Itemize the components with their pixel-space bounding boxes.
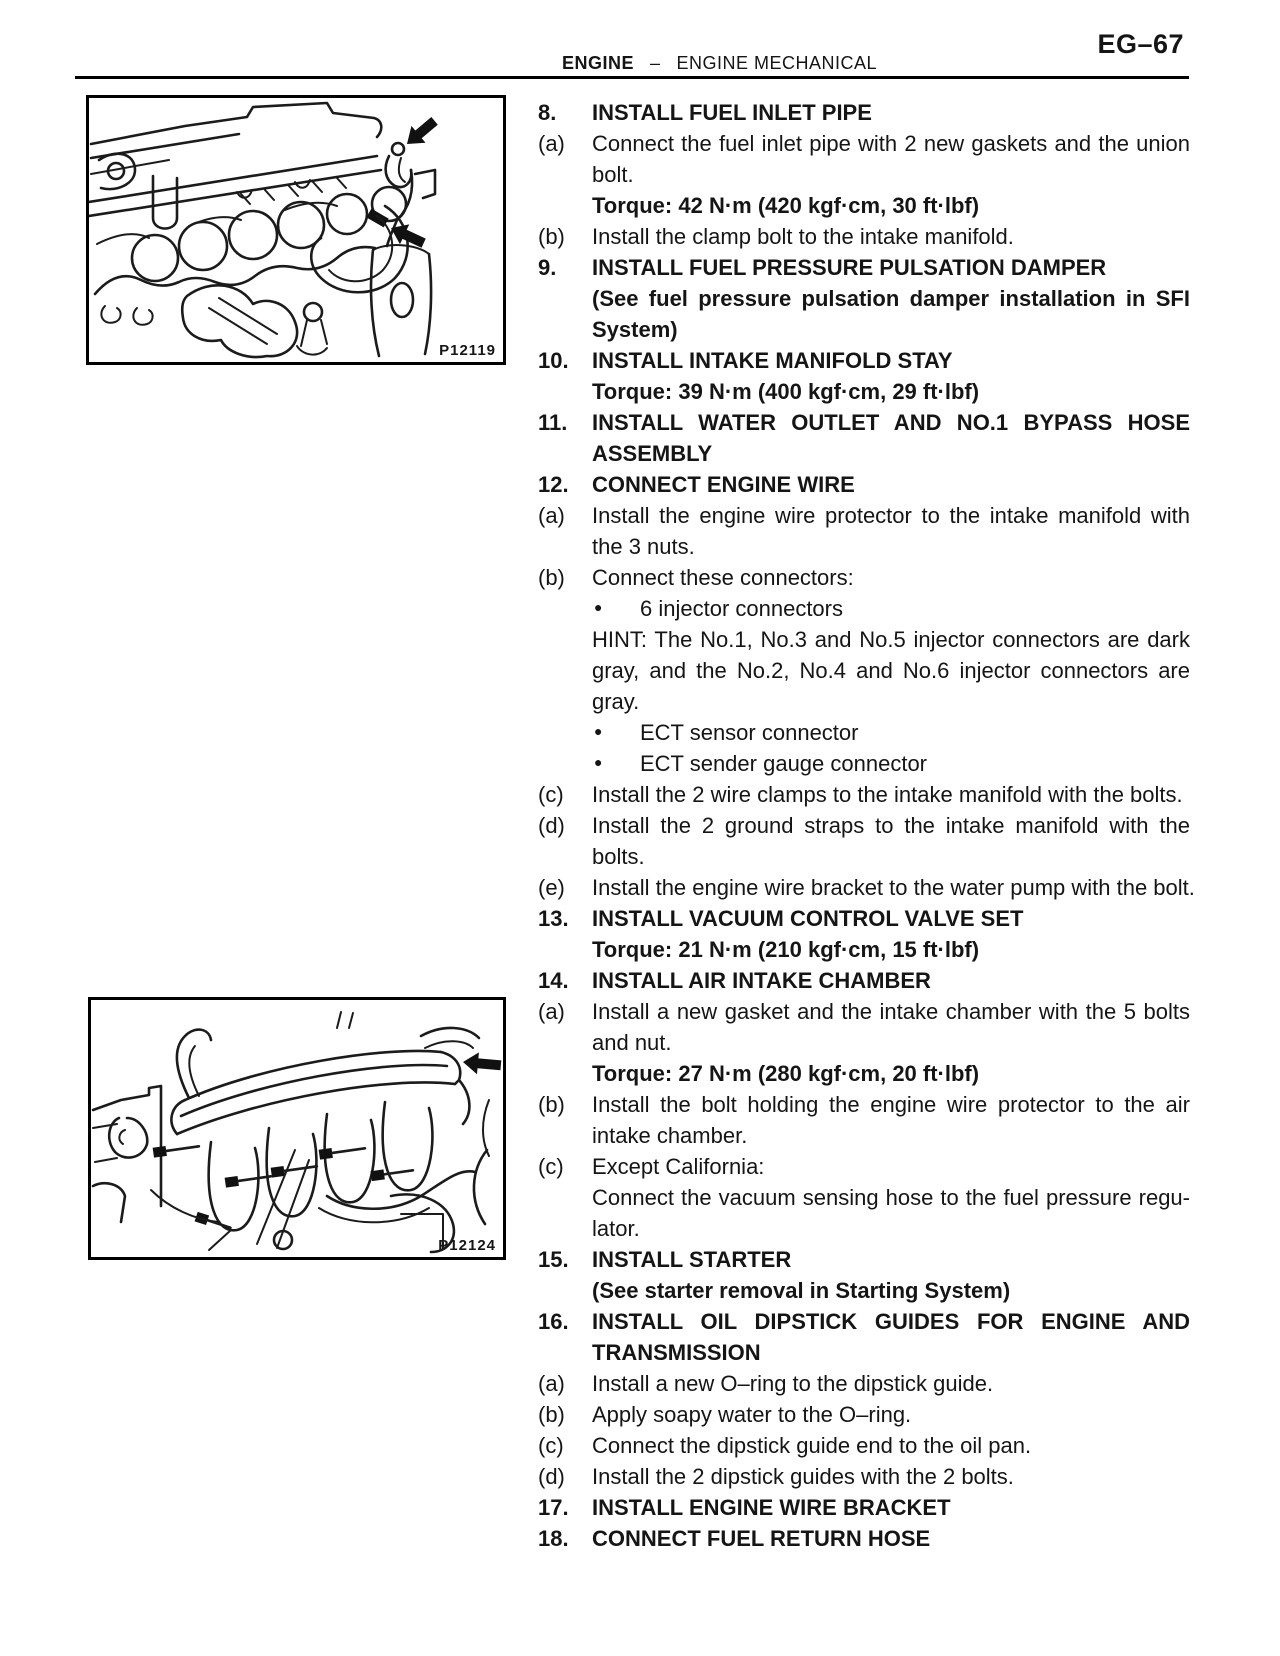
running-header <box>562 53 877 74</box>
step-number: 8. <box>538 100 557 125</box>
header-section: ENGINE <box>562 53 635 73</box>
instruction-line <box>538 438 1190 469</box>
instruction-line <box>538 1027 1190 1058</box>
step-text: Install the bolt holding the engine wire protector to the air <box>592 1092 1190 1117</box>
engine-line-art-air-intake-chamber <box>91 1000 503 1257</box>
instruction-line <box>538 872 1195 903</box>
instruction-line <box>538 1523 1190 1554</box>
step-number: (b) <box>538 565 565 590</box>
step-text: and nut. <box>592 1030 672 1055</box>
instruction-line <box>538 903 1190 934</box>
step-number: (d) <box>538 813 565 838</box>
instruction-line <box>538 1120 1190 1151</box>
instruction-line <box>538 1244 1190 1275</box>
step-number: (c) <box>538 1433 564 1458</box>
step-text: INSTALL VACUUM CONTROL VALVE SET <box>592 906 1024 931</box>
step-number: (b) <box>538 224 565 249</box>
instruction-line <box>538 314 1190 345</box>
figure-p12124 <box>88 997 506 1260</box>
step-number: (d) <box>538 1464 565 1489</box>
step-number: 18. <box>538 1526 569 1551</box>
instruction-line <box>538 810 1190 841</box>
step-text: Apply soapy water to the O–ring. <box>592 1402 912 1427</box>
step-number: (a) <box>538 999 565 1024</box>
engine-line-art-fuel-inlet-pipe <box>89 98 503 362</box>
step-text: INSTALL AIR INTAKE CHAMBER <box>592 968 931 993</box>
step-text: Torque: 27 N·m (280 kgf·cm, 20 ft·lbf) <box>592 1061 980 1086</box>
instruction-line <box>538 407 1190 438</box>
instruction-line <box>538 1337 1190 1368</box>
step-text: Install a new gasket and the intake chamber with the 5 bolts <box>592 999 1190 1024</box>
instruction-line <box>538 1306 1190 1337</box>
step-text: Install the engine wire bracket to the water pump with the bolt. <box>592 875 1195 900</box>
step-text: bolts. <box>592 844 645 869</box>
step-text: Connect these connectors: <box>592 565 854 590</box>
bullet-icon: ● <box>594 599 603 615</box>
instruction-line <box>538 1399 1190 1430</box>
step-text: gray, and the No.2, No.4 and No.6 injector connectors are <box>592 658 1190 683</box>
step-text: INSTALL FUEL INLET PIPE <box>592 100 872 125</box>
step-text: (See starter removal in Starting System) <box>592 1278 1011 1303</box>
step-text: Connect the dipstick guide end to the oil pan. <box>592 1433 1032 1458</box>
step-text: Connect the fuel inlet pipe with 2 new gaskets and the union <box>592 131 1190 156</box>
instruction-line <box>538 531 1190 562</box>
instruction-line <box>538 562 1190 593</box>
instruction-line <box>538 1058 1190 1089</box>
step-number: 10. <box>538 348 569 373</box>
instruction-line <box>538 1430 1190 1461</box>
arrow-chamber-bolt-icon <box>462 1051 502 1076</box>
figure-p12119 <box>86 95 506 365</box>
instruction-line <box>538 500 1190 531</box>
header-dash: – <box>650 53 661 73</box>
step-text: (See fuel pressure pulsation damper installation in SFI <box>592 286 1190 311</box>
figure-label: P12124 <box>438 1237 496 1254</box>
step-text: the 3 nuts. <box>592 534 695 559</box>
step-number: 17. <box>538 1495 569 1520</box>
instruction-line <box>538 345 1190 376</box>
step-number: 16. <box>538 1309 569 1334</box>
step-number: (b) <box>538 1092 565 1117</box>
step-text: Install the 2 wire clamps to the intake manifold with the bolts. <box>592 782 1183 807</box>
step-text: Install the 2 dipstick guides with the 2 bolts. <box>592 1464 1014 1489</box>
step-number: (c) <box>538 782 564 807</box>
step-number: 12. <box>538 472 569 497</box>
step-number: 13. <box>538 906 569 931</box>
instruction-line <box>538 965 1190 996</box>
step-number: (a) <box>538 503 565 528</box>
step-text: INSTALL WATER OUTLET AND NO.1 BYPASS HOSE <box>592 410 1190 435</box>
step-text: Connect the vacuum sensing hose to the fuel pressure regu- <box>592 1185 1190 1210</box>
step-text: ECT sender gauge connector <box>640 751 927 776</box>
instruction-line <box>538 593 1190 624</box>
step-text: Install a new O–ring to the dipstick guide. <box>592 1371 994 1396</box>
step-text: intake chamber. <box>592 1123 748 1148</box>
page-number: EG–67 <box>1097 29 1184 59</box>
instruction-line <box>538 624 1190 655</box>
instruction-line <box>538 1213 1190 1244</box>
step-number: (e) <box>538 875 565 900</box>
step-text: HINT: The No.1, No.3 and No.5 injector connectors are dark <box>592 627 1190 652</box>
instruction-line <box>538 221 1190 252</box>
step-text: Torque: 39 N·m (400 kgf·cm, 29 ft·lbf) <box>592 379 980 404</box>
instruction-line <box>538 1492 1190 1523</box>
figure-label: P12119 <box>439 342 496 359</box>
step-number: (b) <box>538 1402 565 1427</box>
step-number: (a) <box>538 1371 565 1396</box>
step-text: Torque: 21 N·m (210 kgf·cm, 15 ft·lbf) <box>592 937 980 962</box>
instruction-line <box>538 841 1190 872</box>
instruction-line <box>538 1275 1190 1306</box>
instruction-line <box>538 686 1190 717</box>
instruction-line <box>538 934 1190 965</box>
step-text: INSTALL ENGINE WIRE BRACKET <box>592 1495 951 1520</box>
step-number: 14. <box>538 968 569 993</box>
bullet-icon: ● <box>594 723 603 739</box>
instruction-line <box>538 190 1190 221</box>
step-text: INSTALL OIL DIPSTICK GUIDES FOR ENGINE AND <box>592 1309 1190 1334</box>
instruction-line <box>538 128 1190 159</box>
step-number: 15. <box>538 1247 569 1272</box>
instruction-line <box>538 1151 1190 1182</box>
step-text: System) <box>592 317 678 342</box>
step-text: TRANSMISSION <box>592 1340 761 1365</box>
step-number: 9. <box>538 255 557 280</box>
step-text: INSTALL INTAKE MANIFOLD STAY <box>592 348 953 373</box>
instruction-line <box>538 1368 1190 1399</box>
arrow-union-bolt-icon <box>400 112 442 152</box>
step-number: (c) <box>538 1154 564 1179</box>
step-text: Install the engine wire protector to the intake manifold with <box>592 503 1190 528</box>
step-text: INSTALL STARTER <box>592 1247 792 1272</box>
instruction-line <box>538 469 1190 500</box>
instruction-line <box>538 252 1190 283</box>
step-text: ECT sensor connector <box>640 720 859 745</box>
instruction-line <box>538 97 1190 128</box>
instruction-line <box>538 159 1190 190</box>
step-number: (a) <box>538 131 565 156</box>
step-text: Install the clamp bolt to the intake manifold. <box>592 224 1014 249</box>
instruction-line <box>538 283 1190 314</box>
step-text: bolt. <box>592 162 634 187</box>
step-text: CONNECT FUEL RETURN HOSE <box>592 1526 931 1551</box>
step-text: CONNECT ENGINE WIRE <box>592 472 855 497</box>
instruction-line <box>538 1461 1190 1492</box>
step-text: ASSEMBLY <box>592 441 713 466</box>
instruction-line <box>538 1089 1190 1120</box>
instruction-line <box>538 779 1190 810</box>
step-text: INSTALL FUEL PRESSURE PULSATION DAMPER <box>592 255 1107 280</box>
step-text: lator. <box>592 1216 640 1241</box>
step-text: 6 injector connectors <box>640 596 843 621</box>
instruction-line <box>538 996 1190 1027</box>
instruction-line <box>538 717 1190 748</box>
step-text: gray. <box>592 689 640 714</box>
step-text: Except California: <box>592 1154 765 1179</box>
instruction-line <box>538 655 1190 686</box>
instruction-line <box>538 748 1190 779</box>
instruction-line <box>538 1182 1190 1213</box>
bullet-icon: ● <box>594 754 603 770</box>
step-number: 11. <box>538 410 568 435</box>
step-text: Install the 2 ground straps to the intake manifold with the <box>592 813 1190 838</box>
step-text: Torque: 42 N·m (420 kgf·cm, 30 ft·lbf) <box>592 193 980 218</box>
instruction-line <box>538 376 1190 407</box>
header-subsection: ENGINE MECHANICAL <box>676 53 878 73</box>
instruction-list <box>538 97 1195 1554</box>
header-rule <box>75 76 1189 79</box>
